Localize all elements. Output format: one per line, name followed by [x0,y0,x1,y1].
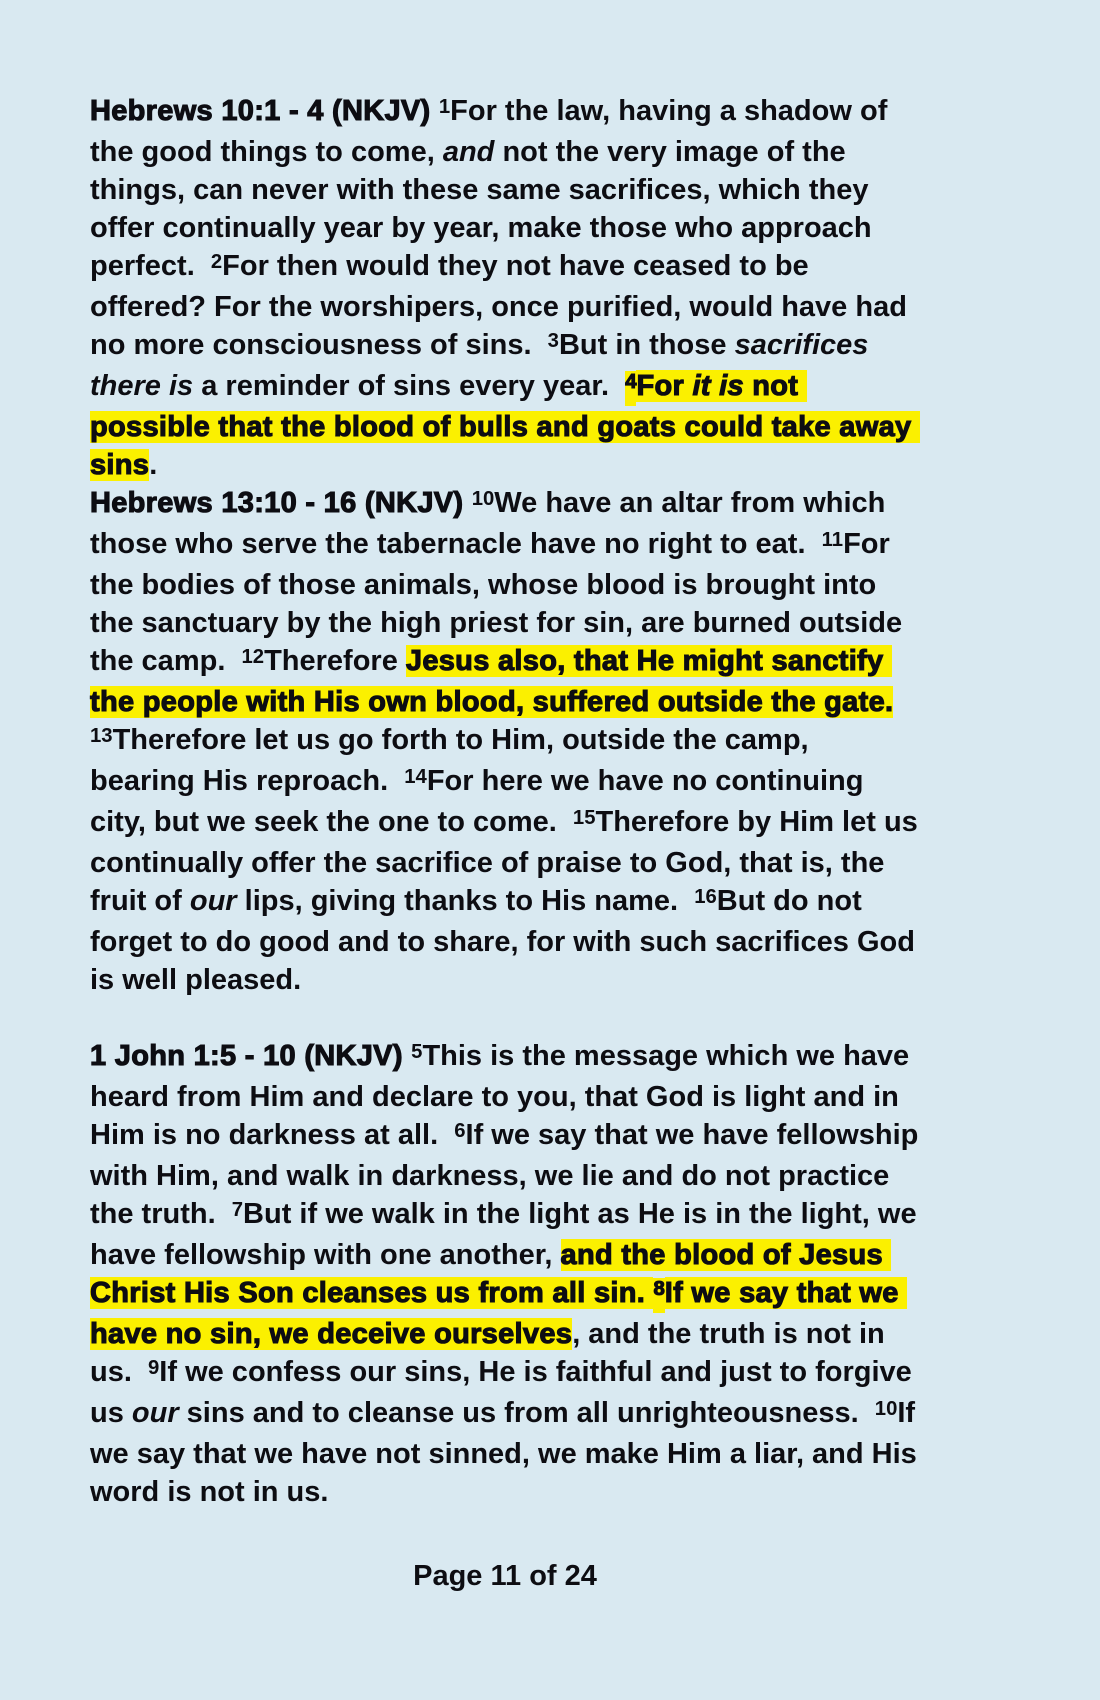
text-run: For the law, having a shadow of the good things to come, [90,95,896,168]
text-run: 5 [411,1041,423,1064]
text-run: If we say that we have not sinned, we make Him a liar, and His word is not in us. [90,1397,925,1508]
text-run: We have an altar from which those who serve the tabernacle have no right to eat. [90,487,894,560]
text-run: If we confess our sins, He is faithful and just to forgive us [90,1356,920,1429]
text-run: sins and to cleanse us from all unrighteousness. [178,1397,875,1429]
text-run: If we say that we have no sin, we deceive ourselves [90,1277,908,1350]
text-run: 3 [547,330,559,353]
text-run: lips, giving thanks to His name. [236,885,695,917]
text-run: Hebrews 13:10 - 16 (NKJV) [90,487,472,519]
text-run: Hebrews 10:1 - 4 (NKJV) [90,95,439,127]
text-run: 10 [471,488,495,511]
text-run: , and the truth is not in us. [90,1318,893,1388]
text-run: For here we have no continuing city, but we seek the one to come. [90,765,872,838]
text-run: 9 [148,1357,160,1380]
text-run: 11 [821,529,844,552]
text-run: . [149,449,158,481]
text-run: Jesus also, that He might sanctify the people with His own blood, suffered outside the gate. [90,645,894,718]
text-run: a reminder of sins every year. [193,370,626,402]
text-run: 15 [572,807,596,830]
text-run: 2 [210,251,223,274]
text-run: This is the message which we have heard from Him and declare to you, that God is light and in Him is no darkness at all. [90,1040,918,1151]
scripture-text-block [90,92,927,1511]
text-run: If we say that we have fellowship with Him, and walk in darkness, we lie and do not practice the truth. [90,1119,927,1230]
text-run: But do not forget to do good and to share, for with such sacrifices God is well pleased. [90,885,924,996]
text-run: 13 [90,725,113,748]
text-run: our [189,885,237,917]
text-run: our [131,1397,179,1429]
paragraph-hebrews-13 [90,484,926,999]
text-run: sacrifices there is [90,329,877,402]
text-run: 8 [653,1278,664,1313]
text-run: For the bodies of those animals, whose blood is brought into the sanctuary by the high priest for sin, are burned outside the camp. [90,528,911,677]
text-run: it is [692,370,744,402]
text-run: 16 [694,886,717,909]
text-run: For then would they not have ceased to be offered? For the worshipers, once purified, would have had no more consciousness of sins. [90,250,915,361]
text-run: 10 [874,1398,898,1421]
text-run: 6 [454,1120,466,1143]
text-run: not possible that the blood of bulls and goats could take away sins [90,370,920,481]
text-run: and [442,136,495,168]
paragraph-first-john-1 [90,1037,927,1511]
text-run: 4 [625,371,636,406]
text-run [893,686,901,718]
text-run: not the very image of the things, can never with these same sacrifices, which they offer continually year by year, make those who approach perfect. [90,136,880,282]
text-run: Therefore [264,645,406,677]
text-run: Therefore by Him let us continually offer the sacrifice of praise to God, that is, the fruit of [90,806,926,917]
text-run: Therefore let us go forth to Him, outside the camp, bearing His reproach. [90,724,817,797]
text-run: 1 John 1:5 - 10 (NKJV) [90,1040,412,1072]
page-number: Page 11 of 24 [413,1560,597,1592]
text-run: But in those [558,329,735,361]
text-run: But if we walk in the light as He is in the light, we have fellowship with one another, [90,1198,925,1271]
text-run: 7 [231,1199,244,1222]
text-run: For [636,370,693,402]
text-run: 1 [438,96,451,119]
text-run: 14 [404,766,427,789]
text-run: 12 [241,646,265,669]
paragraph-hebrews-10 [90,92,920,484]
text-run: and the blood of Jesus Christ His Son cleanses us from all sin. [90,1239,892,1309]
